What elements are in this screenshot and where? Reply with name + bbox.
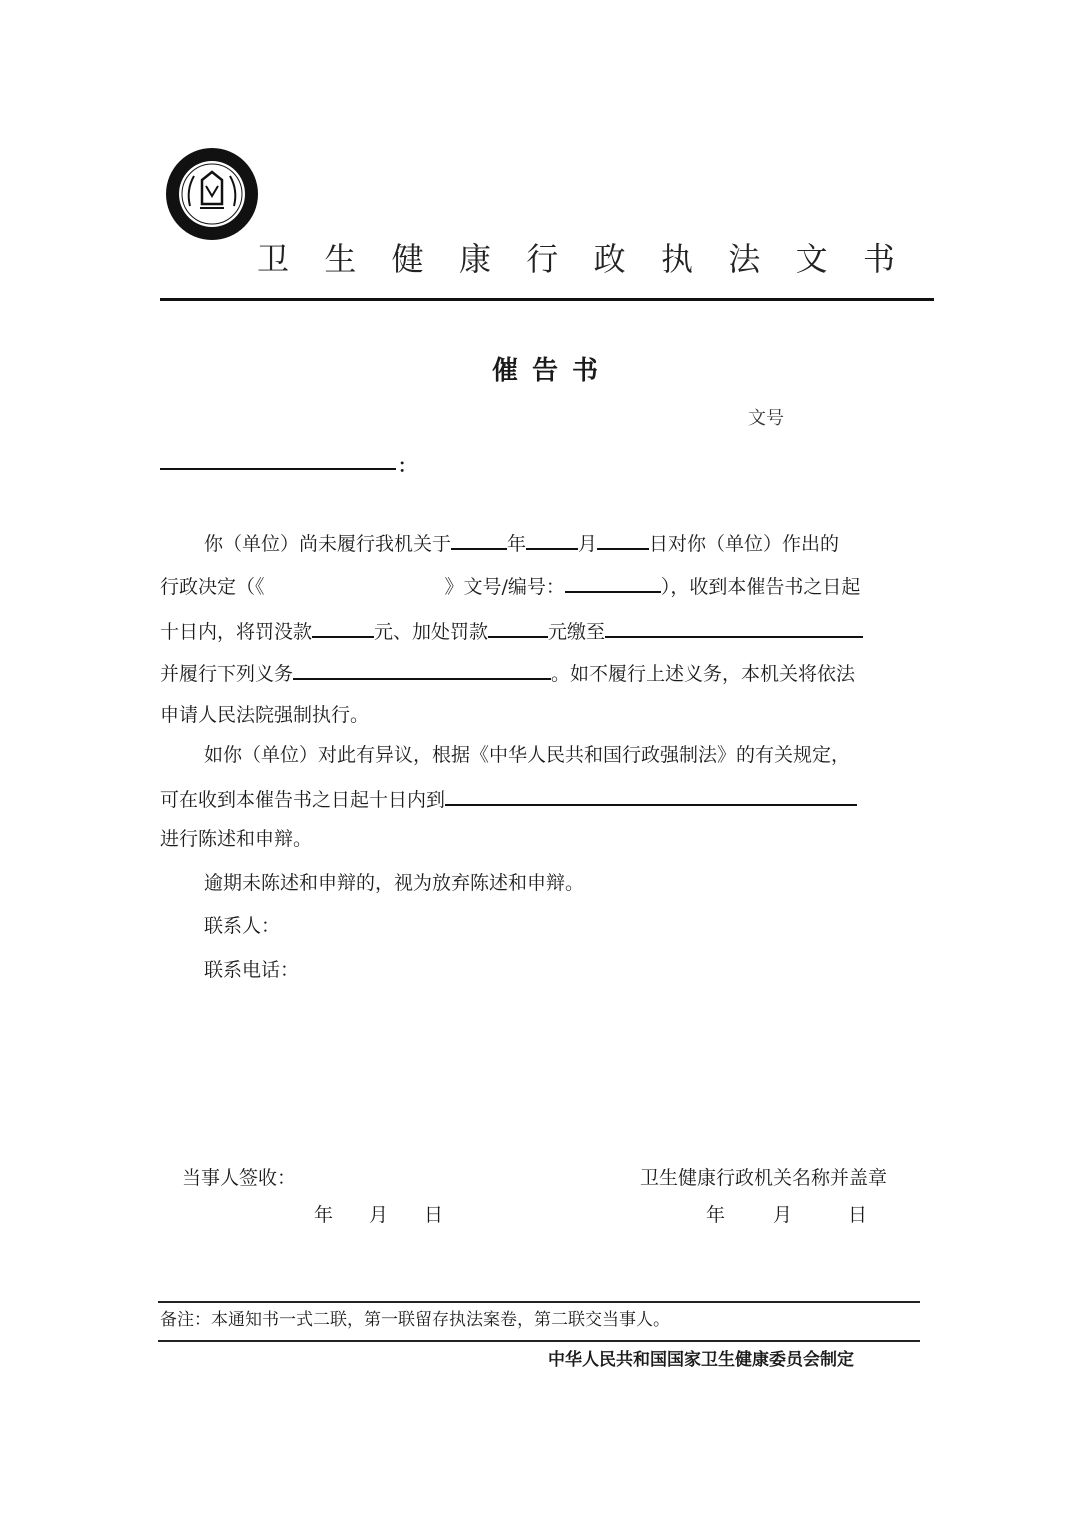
body-line (160, 571, 860, 601)
body-line: 进行陈述和申辩。 (160, 828, 313, 850)
date-year: 年 (706, 1204, 726, 1226)
body-line (160, 658, 855, 688)
header-title-char: 卫 (256, 240, 289, 278)
header-title-char: 法 (728, 240, 761, 278)
addressee-colon: ： (398, 456, 416, 477)
surcharge-amount-blank[interactable] (488, 616, 548, 638)
body-text: 并履行下列义务 (160, 663, 294, 685)
footer-note: 备注：本通知书一式二联，第一联留存执法案卷，第二联交当事人。 (160, 1310, 670, 1330)
body-text: 元、加处罚款 (374, 621, 489, 643)
header-title-char: 执 (660, 240, 693, 278)
statement-location-blank[interactable] (445, 784, 857, 806)
contact-person-label: 联系人： (204, 915, 281, 937)
header-title-char: 书 (862, 240, 895, 278)
contact-phone-label: 联系电话： (204, 959, 300, 981)
header-title-char: 生 (324, 240, 357, 278)
body-text: ），收到本催告书之日起 (660, 576, 861, 598)
document-title: 催告书 (491, 356, 612, 386)
body-text: 》文号/编号： (444, 576, 565, 598)
body-line (160, 784, 857, 814)
agency-seal-date (706, 1200, 867, 1230)
year-blank[interactable] (451, 528, 507, 550)
date-day: 日 (424, 1204, 444, 1226)
decision-number-blank[interactable] (565, 571, 661, 593)
addressee-blank[interactable] (160, 468, 396, 470)
body-text: 你（单位）尚未履行我机关于 (204, 533, 452, 555)
body-line (160, 616, 863, 646)
payment-destination-blank[interactable] (605, 616, 863, 638)
party-signature-date (314, 1200, 443, 1230)
body-text: 十日内，将罚没款 (160, 621, 313, 643)
body-text: 元缴至 (548, 621, 606, 643)
body-text: 可在收到本催告书之日起十日内到 (160, 789, 446, 811)
party-signature-label: 当事人签收： (182, 1167, 297, 1189)
body-text: 月 (578, 533, 598, 555)
header-title-char: 政 (593, 240, 626, 278)
header-title (256, 234, 896, 280)
body-line (204, 528, 839, 558)
header-divider (160, 298, 934, 301)
footer-divider-bottom (158, 1340, 920, 1342)
body-line: 申请人民法院强制执行。 (160, 704, 370, 726)
health-inspection-emblem-icon (164, 146, 260, 242)
agency-seal-label: 卫生健康行政机关名称并盖章 (640, 1167, 888, 1189)
body-text: 。如不履行上述义务，本机关将依法 (551, 663, 856, 685)
header-title-char: 康 (458, 240, 491, 278)
date-month: 月 (369, 1204, 389, 1226)
date-day: 日 (848, 1204, 868, 1226)
body-line: 如你（单位）对此有异议，根据《中华人民共和国行政强制法》的有关规定， (204, 744, 851, 766)
fine-amount-blank[interactable] (312, 616, 374, 638)
body-line: 逾期未陈述和申辩的，视为放弃陈述和申辩。 (204, 872, 585, 894)
body-text: 日对你（单位）作出的 (649, 533, 840, 555)
date-month: 月 (773, 1204, 793, 1226)
footer-divider-top (158, 1301, 920, 1303)
date-year: 年 (314, 1204, 334, 1226)
month-blank[interactable] (526, 528, 578, 550)
body-text: 行政决定（《 (160, 576, 265, 598)
footer-issuer: 中华人民共和国国家卫生健康委员会制定 (548, 1350, 854, 1370)
header-title-char: 健 (391, 240, 424, 278)
header-title-char: 文 (795, 240, 828, 278)
header-title-char: 行 (526, 240, 559, 278)
day-blank[interactable] (597, 528, 649, 550)
doc-number-label: 文号 (748, 408, 784, 429)
body-text: 年 (507, 533, 527, 555)
obligations-blank[interactable] (293, 658, 551, 680)
